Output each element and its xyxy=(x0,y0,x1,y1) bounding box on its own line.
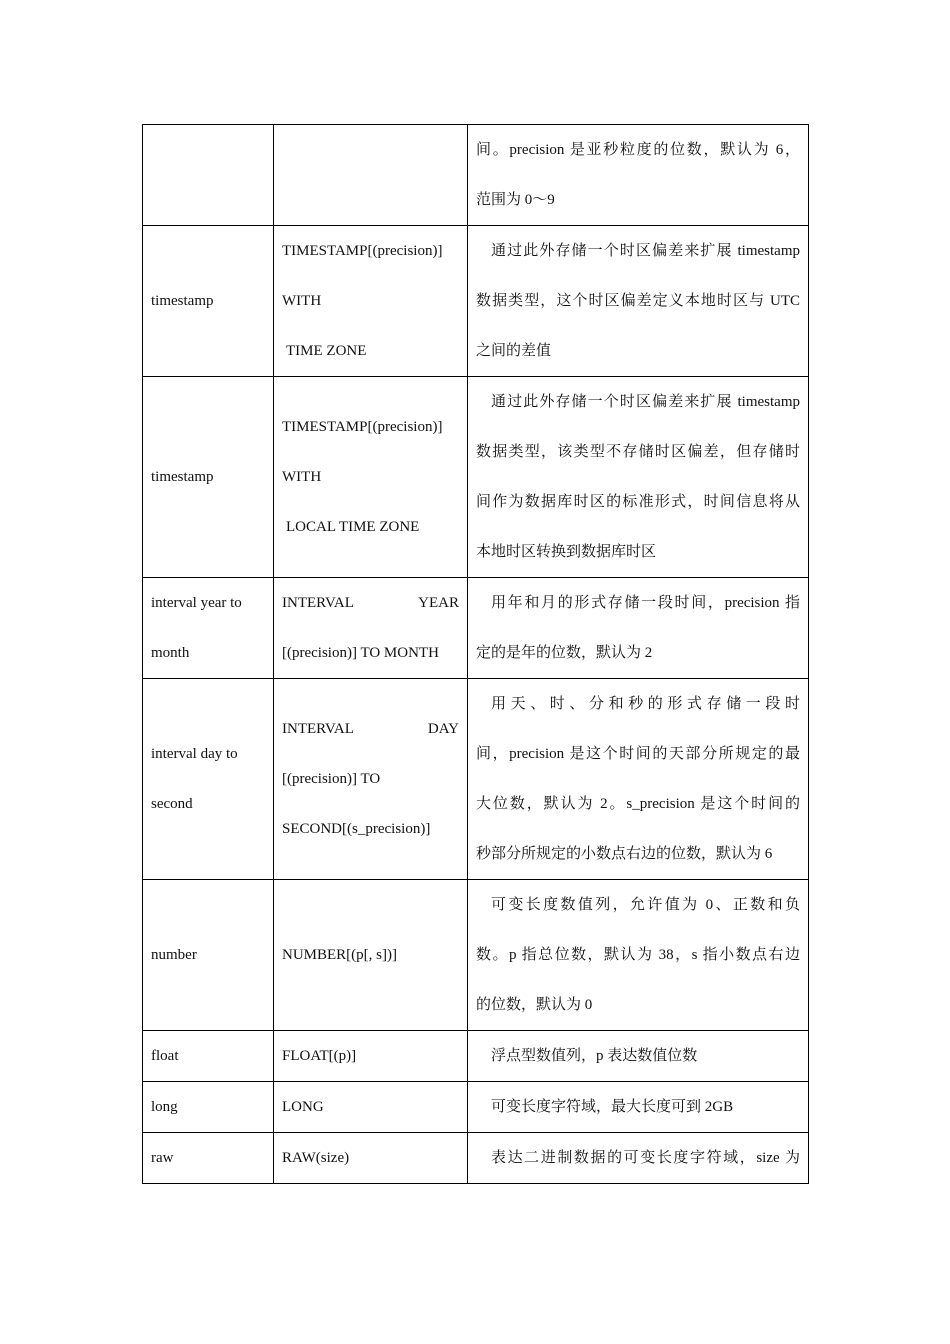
type-name: interval year to xyxy=(151,595,242,611)
description-line: 范围为 0～9 xyxy=(476,192,555,208)
table-row xyxy=(143,377,809,578)
description-line: 间，precision 是这个时间的天部分所规定的最 xyxy=(476,746,800,762)
syntax-line: INTERVAL DAY xyxy=(282,721,459,737)
type-name-cell xyxy=(143,880,274,1031)
type-name-cell xyxy=(143,226,274,377)
syntax-line: FLOAT[(p)] xyxy=(282,1048,357,1064)
type-name-cell xyxy=(143,125,274,226)
description-line: 的位数，默认为 0 xyxy=(476,997,593,1013)
type-description-cell xyxy=(468,1031,809,1082)
description-line: 间作为数据库时区的标准形式，时间信息将从 xyxy=(476,494,800,510)
syntax-line: INTERVAL YEAR xyxy=(282,595,459,611)
table-row xyxy=(143,679,809,880)
description-line: 之间的差值 xyxy=(476,343,552,359)
type-description-cell xyxy=(468,880,809,1031)
syntax-line: WITH xyxy=(282,469,322,485)
type-name: interval day to xyxy=(151,746,238,762)
type-name: second xyxy=(151,796,193,812)
type-name: raw xyxy=(151,1150,174,1166)
type-description-cell xyxy=(468,578,809,679)
type-name-cell xyxy=(143,1082,274,1133)
syntax-line: RAW(size) xyxy=(282,1150,350,1166)
type-name-cell xyxy=(143,578,274,679)
type-syntax-cell xyxy=(274,1082,468,1133)
description-line: 数据类型，这个时区偏差定义本地时区与 UTC xyxy=(476,293,800,309)
syntax-line: [(precision)] TO MONTH xyxy=(282,645,439,661)
type-syntax-cell xyxy=(274,226,468,377)
type-description-cell xyxy=(468,377,809,578)
type-name: month xyxy=(151,645,190,661)
type-name-cell xyxy=(143,679,274,880)
syntax-line: TIMESTAMP[(precision)] xyxy=(282,419,443,435)
table-row xyxy=(143,226,809,377)
syntax-line: TIMESTAMP[(precision)] xyxy=(282,243,443,259)
syntax-line: TIME ZONE xyxy=(286,343,367,359)
description-line: 数据类型，该类型不存储时区偏差，但存储时 xyxy=(476,444,800,460)
type-syntax-cell xyxy=(274,125,468,226)
type-name: long xyxy=(151,1099,178,1115)
syntax-line: LOCAL TIME ZONE xyxy=(286,519,420,535)
type-syntax-cell xyxy=(274,377,468,578)
description-line: 定的是年的位数，默认为 2 xyxy=(476,645,653,661)
description-line: 本地时区转换到数据库时区 xyxy=(476,544,657,560)
type-description-cell xyxy=(468,226,809,377)
description-line: 数。p 指总位数，默认为 38，s 指小数点右边 xyxy=(476,947,800,963)
type-description-cell xyxy=(468,125,809,226)
type-name: timestamp xyxy=(151,469,214,485)
description-line: 间。precision 是亚秒粒度的位数，默认为 6， xyxy=(476,142,800,158)
type-name-cell xyxy=(143,1031,274,1082)
table-row xyxy=(143,1082,809,1133)
table-row xyxy=(143,1133,809,1184)
description-line: 浮点型数值列，p 表达数值位数 xyxy=(491,1048,698,1064)
type-syntax-cell xyxy=(274,1133,468,1184)
description-line: 可变长度数值列，允许值为 0、正数和负 xyxy=(491,897,800,913)
datatype-table xyxy=(142,124,809,1184)
type-name-cell xyxy=(143,377,274,578)
type-name: timestamp xyxy=(151,293,214,309)
description-line: 用天、时、分和秒的形式存储一段时 xyxy=(491,696,800,712)
syntax-line: SECOND[(s_precision)] xyxy=(282,821,431,837)
syntax-line: WITH xyxy=(282,293,322,309)
table-row xyxy=(143,1031,809,1082)
table-row xyxy=(143,880,809,1031)
type-syntax-cell xyxy=(274,578,468,679)
description-line: 用年和月的形式存储一段时间，precision 指 xyxy=(491,595,800,611)
description-line: 大位数，默认为 2。s_precision 是这个时间的 xyxy=(476,796,800,812)
type-description-cell xyxy=(468,1082,809,1133)
type-syntax-cell xyxy=(274,1031,468,1082)
type-syntax-cell xyxy=(274,679,468,880)
syntax-line: NUMBER[(p[, s])] xyxy=(282,947,397,963)
type-name-cell xyxy=(143,1133,274,1184)
type-name: float xyxy=(151,1048,179,1064)
type-description-cell xyxy=(468,679,809,880)
description-line: 通过此外存储一个时区偏差来扩展 timestamp xyxy=(491,394,800,410)
table-row xyxy=(143,125,809,226)
description-line: 秒部分所规定的小数点右边的位数，默认为 6 xyxy=(476,846,773,862)
syntax-line: [(precision)] TO xyxy=(282,771,381,787)
type-syntax-cell xyxy=(274,880,468,1031)
table-row xyxy=(143,578,809,679)
description-line: 可变长度字符域，最大长度可到 2GB xyxy=(491,1099,734,1115)
type-description-cell xyxy=(468,1133,809,1184)
type-name: number xyxy=(151,947,197,963)
syntax-line: LONG xyxy=(282,1099,324,1115)
description-line: 表达二进制数据的可变长度字符域，size 为 xyxy=(491,1150,800,1166)
description-line: 通过此外存储一个时区偏差来扩展 timestamp xyxy=(491,243,800,259)
